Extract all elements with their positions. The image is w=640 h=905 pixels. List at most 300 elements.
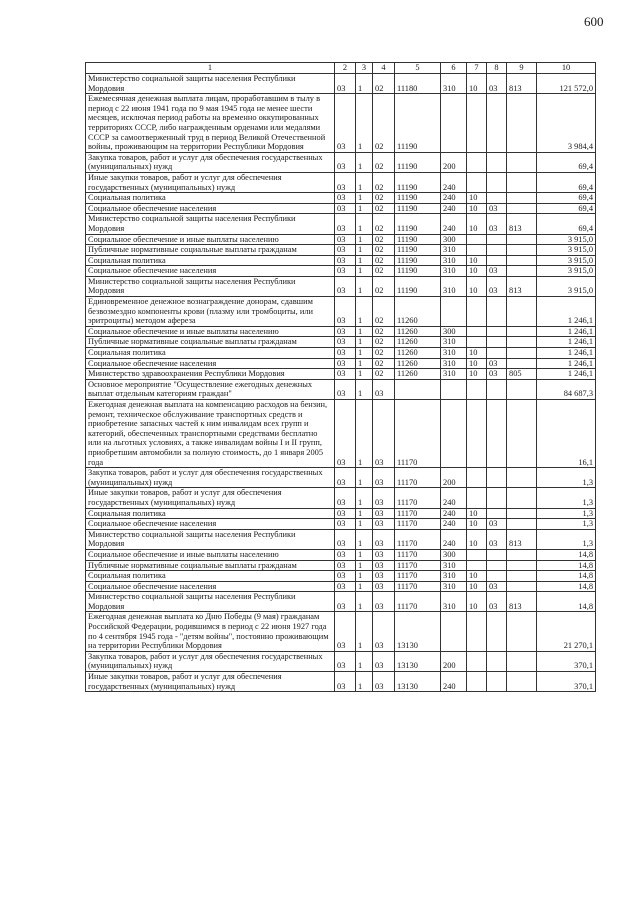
code-cell: 03	[335, 508, 356, 519]
code-cell: 805	[507, 369, 537, 380]
code-cell: 03	[335, 348, 356, 359]
code-cell: 1	[356, 400, 373, 468]
code-cell	[467, 488, 487, 508]
code-cell: 10	[467, 529, 487, 549]
code-cell	[507, 255, 537, 266]
code-cell: 02	[373, 276, 395, 296]
code-cell	[507, 245, 537, 256]
amount-cell: 1,3	[537, 468, 596, 488]
table-row	[86, 326, 596, 337]
code-cell: 310	[441, 560, 467, 571]
amount-cell: 3 915,0	[537, 266, 596, 277]
code-cell: 03	[335, 172, 356, 192]
code-cell: 11180	[395, 74, 441, 94]
row-name: Социальное обеспечение и иные выплаты населению	[86, 234, 335, 245]
row-name: Министерство социальной защиты населения Республики Мордовия	[86, 214, 335, 234]
row-name: Социальное обеспечение населения	[86, 266, 335, 277]
code-cell: 310	[441, 74, 467, 94]
code-cell: 03	[335, 255, 356, 266]
amount-cell: 1,3	[537, 519, 596, 530]
code-cell	[507, 152, 537, 172]
code-cell	[507, 348, 537, 359]
column-header: 9	[507, 63, 537, 74]
table-row	[86, 651, 596, 671]
code-cell	[507, 203, 537, 214]
code-cell: 11260	[395, 297, 441, 327]
code-cell: 11170	[395, 488, 441, 508]
code-cell: 11170	[395, 508, 441, 519]
code-cell: 1	[356, 297, 373, 327]
row-name: Социальное обеспечение населения	[86, 203, 335, 214]
amount-cell: 370,1	[537, 651, 596, 671]
code-cell	[467, 326, 487, 337]
code-cell: 10	[467, 592, 487, 612]
code-cell: 11190	[395, 266, 441, 277]
code-cell: 1	[356, 549, 373, 560]
code-cell: 240	[441, 193, 467, 204]
code-cell: 11190	[395, 214, 441, 234]
code-cell: 1	[356, 581, 373, 592]
code-cell: 03	[487, 592, 507, 612]
code-cell	[487, 94, 507, 153]
code-cell: 1	[356, 245, 373, 256]
code-cell	[467, 400, 487, 468]
code-cell	[441, 400, 467, 468]
code-cell	[487, 297, 507, 327]
code-cell: 11170	[395, 529, 441, 549]
amount-cell: 69,4	[537, 172, 596, 192]
code-cell: 03	[335, 74, 356, 94]
table-row	[86, 369, 596, 380]
table-row	[86, 400, 596, 468]
row-name: Публичные нормативные социальные выплаты гражданам	[86, 337, 335, 348]
code-cell: 1	[356, 592, 373, 612]
code-cell	[467, 152, 487, 172]
table-row	[86, 152, 596, 172]
code-cell: 03	[335, 152, 356, 172]
code-cell: 03	[335, 379, 356, 399]
code-cell: 03	[335, 549, 356, 560]
code-cell: 02	[373, 297, 395, 327]
code-cell: 02	[373, 245, 395, 256]
code-cell: 03	[373, 519, 395, 530]
table-row	[86, 581, 596, 592]
code-cell: 11170	[395, 519, 441, 530]
amount-cell: 14,8	[537, 592, 596, 612]
code-cell: 13130	[395, 612, 441, 651]
code-cell: 03	[487, 369, 507, 380]
code-cell: 300	[441, 234, 467, 245]
code-cell: 03	[373, 571, 395, 582]
code-cell: 02	[373, 326, 395, 337]
code-cell	[507, 400, 537, 468]
code-cell: 310	[441, 245, 467, 256]
table-row	[86, 612, 596, 651]
code-cell: 310	[441, 337, 467, 348]
table-row	[86, 488, 596, 508]
code-cell: 1	[356, 152, 373, 172]
row-name: Социальная политика	[86, 508, 335, 519]
code-cell: 02	[373, 74, 395, 94]
code-cell: 10	[467, 369, 487, 380]
amount-cell: 3 915,0	[537, 234, 596, 245]
code-cell: 03	[335, 358, 356, 369]
code-cell	[507, 337, 537, 348]
code-cell: 03	[373, 508, 395, 519]
code-cell: 03	[373, 379, 395, 399]
code-cell	[507, 193, 537, 204]
code-cell: 13130	[395, 651, 441, 671]
code-cell: 03	[335, 266, 356, 277]
table-row	[86, 529, 596, 549]
row-name: Закупка товаров, работ и услуг для обеспечения государственных (муниципальных) нужд	[86, 152, 335, 172]
table-row	[86, 203, 596, 214]
table-row	[86, 571, 596, 582]
code-cell	[467, 549, 487, 560]
code-cell: 813	[507, 276, 537, 296]
code-cell: 11170	[395, 400, 441, 468]
code-cell: 813	[507, 214, 537, 234]
code-cell: 03	[487, 358, 507, 369]
amount-cell: 21 270,1	[537, 612, 596, 651]
amount-cell: 14,8	[537, 571, 596, 582]
code-cell	[507, 508, 537, 519]
code-cell: 240	[441, 488, 467, 508]
code-cell: 03	[487, 276, 507, 296]
code-cell: 10	[467, 358, 487, 369]
page-number: 600	[584, 14, 604, 29]
code-cell: 02	[373, 214, 395, 234]
code-cell: 11190	[395, 193, 441, 204]
code-cell: 03	[335, 560, 356, 571]
code-cell	[467, 337, 487, 348]
amount-cell: 14,8	[537, 581, 596, 592]
table-row	[86, 172, 596, 192]
code-cell	[507, 672, 537, 692]
code-cell	[507, 612, 537, 651]
code-cell	[467, 612, 487, 651]
row-name: Социальное обеспечение и иные выплаты населению	[86, 326, 335, 337]
code-cell: 240	[441, 172, 467, 192]
code-cell: 11260	[395, 358, 441, 369]
code-cell: 240	[441, 203, 467, 214]
code-cell: 11190	[395, 276, 441, 296]
code-cell: 03	[335, 369, 356, 380]
code-cell: 03	[335, 193, 356, 204]
code-cell	[467, 379, 487, 399]
code-cell: 03	[335, 276, 356, 296]
code-cell: 310	[441, 348, 467, 359]
code-cell	[467, 468, 487, 488]
amount-cell: 1 246,1	[537, 358, 596, 369]
row-name: Иные закупки товаров, работ и услуг для обеспечения государственных (муниципальных) нужд	[86, 672, 335, 692]
code-cell	[507, 172, 537, 192]
table-row	[86, 508, 596, 519]
code-cell: 240	[441, 529, 467, 549]
code-cell: 813	[507, 592, 537, 612]
code-cell	[487, 245, 507, 256]
code-cell: 03	[373, 651, 395, 671]
code-cell: 1	[356, 571, 373, 582]
code-cell: 03	[487, 519, 507, 530]
code-cell: 11190	[395, 94, 441, 153]
column-header: 7	[467, 63, 487, 74]
code-cell	[441, 379, 467, 399]
code-cell: 1	[356, 379, 373, 399]
code-cell: 10	[467, 266, 487, 277]
row-name: Ежегодная денежная выплата ко Дню Победы (9 мая) гражданам Российской Федерации, родившимся в период с 22 июня 1927 года по 4 сентября 1945 года - "детям войны", постоянно проживающим на территории Республики Мордовия	[86, 612, 335, 651]
row-name: Иные закупки товаров, работ и услуг для обеспечения государственных (муниципальных) нужд	[86, 488, 335, 508]
code-cell: 03	[335, 468, 356, 488]
code-cell: 11170	[395, 581, 441, 592]
code-cell	[507, 581, 537, 592]
table-row	[86, 560, 596, 571]
table-row	[86, 74, 596, 94]
code-cell: 1	[356, 672, 373, 692]
amount-cell: 121 572,0	[537, 74, 596, 94]
code-cell: 1	[356, 348, 373, 359]
code-cell: 10	[467, 581, 487, 592]
code-cell: 200	[441, 651, 467, 671]
code-cell	[507, 358, 537, 369]
code-cell: 10	[467, 571, 487, 582]
table-row	[86, 358, 596, 369]
row-name: Закупка товаров, работ и услуг для обеспечения государственных (муниципальных) нужд	[86, 468, 335, 488]
table-row	[86, 214, 596, 234]
code-cell: 10	[467, 193, 487, 204]
code-cell	[487, 549, 507, 560]
amount-cell: 3 915,0	[537, 245, 596, 256]
code-cell	[507, 326, 537, 337]
amount-cell: 16,1	[537, 400, 596, 468]
code-cell	[467, 560, 487, 571]
row-name: Социальная политика	[86, 255, 335, 266]
code-cell	[467, 172, 487, 192]
amount-cell: 1 246,1	[537, 348, 596, 359]
code-cell	[507, 488, 537, 508]
code-cell: 02	[373, 193, 395, 204]
amount-cell: 1,3	[537, 508, 596, 519]
row-name: Социальная политика	[86, 348, 335, 359]
code-cell: 1	[356, 560, 373, 571]
code-cell: 03	[487, 214, 507, 234]
code-cell: 1	[356, 193, 373, 204]
code-cell: 03	[335, 326, 356, 337]
row-name: Социальная политика	[86, 571, 335, 582]
column-header: 2	[335, 63, 356, 74]
code-cell: 11260	[395, 369, 441, 380]
code-cell: 03	[335, 529, 356, 549]
column-header: 5	[395, 63, 441, 74]
amount-cell: 370,1	[537, 672, 596, 692]
row-name: Социальное обеспечение населения	[86, 519, 335, 530]
amount-cell: 84 687,3	[537, 379, 596, 399]
code-cell	[487, 672, 507, 692]
code-cell	[507, 234, 537, 245]
code-cell: 03	[373, 529, 395, 549]
code-cell: 03	[335, 612, 356, 651]
code-cell: 10	[467, 214, 487, 234]
amount-cell: 1 246,1	[537, 297, 596, 327]
table-row	[86, 672, 596, 692]
table-row	[86, 234, 596, 245]
code-cell	[467, 651, 487, 671]
row-name: Социальное обеспечение и иные выплаты населению	[86, 549, 335, 560]
code-cell	[507, 297, 537, 327]
code-cell	[395, 379, 441, 399]
code-cell: 03	[335, 651, 356, 671]
code-cell: 03	[373, 468, 395, 488]
code-cell: 1	[356, 337, 373, 348]
code-cell	[487, 193, 507, 204]
code-cell: 1	[356, 234, 373, 245]
row-name: Публичные нормативные социальные выплаты гражданам	[86, 245, 335, 256]
code-cell	[487, 468, 507, 488]
column-header: 10	[537, 63, 596, 74]
code-cell: 03	[335, 214, 356, 234]
amount-cell: 1 246,1	[537, 326, 596, 337]
code-cell: 11190	[395, 245, 441, 256]
code-cell	[507, 94, 537, 153]
code-cell: 310	[441, 571, 467, 582]
code-cell: 03	[373, 400, 395, 468]
code-cell: 03	[335, 337, 356, 348]
code-cell: 03	[487, 581, 507, 592]
code-cell: 1	[356, 358, 373, 369]
code-cell: 02	[373, 337, 395, 348]
table-row	[86, 255, 596, 266]
code-cell: 240	[441, 214, 467, 234]
amount-cell: 14,8	[537, 549, 596, 560]
code-cell: 02	[373, 172, 395, 192]
row-name: Закупка товаров, работ и услуг для обеспечения государственных (муниципальных) нужд	[86, 651, 335, 671]
code-cell: 11190	[395, 255, 441, 266]
code-cell: 02	[373, 234, 395, 245]
code-cell: 300	[441, 326, 467, 337]
code-cell: 11190	[395, 172, 441, 192]
code-cell: 03	[487, 529, 507, 549]
amount-cell: 3 915,0	[537, 255, 596, 266]
code-cell: 03	[335, 245, 356, 256]
code-cell: 03	[373, 592, 395, 612]
table-row	[86, 276, 596, 296]
table-row	[86, 337, 596, 348]
amount-cell: 3 984,4	[537, 94, 596, 153]
code-cell: 03	[487, 203, 507, 214]
code-cell: 813	[507, 529, 537, 549]
code-cell: 1	[356, 214, 373, 234]
code-cell: 200	[441, 468, 467, 488]
code-cell	[441, 612, 467, 651]
code-cell	[487, 560, 507, 571]
row-name: Социальное обеспечение населения	[86, 358, 335, 369]
table-row	[86, 592, 596, 612]
code-cell: 300	[441, 549, 467, 560]
code-cell: 02	[373, 203, 395, 214]
amount-cell: 1,3	[537, 529, 596, 549]
code-cell: 11170	[395, 571, 441, 582]
amount-cell: 69,4	[537, 152, 596, 172]
column-header: 6	[441, 63, 467, 74]
table-row	[86, 468, 596, 488]
code-cell: 1	[356, 519, 373, 530]
amount-cell: 3 915,0	[537, 276, 596, 296]
code-cell: 10	[467, 203, 487, 214]
code-cell: 310	[441, 255, 467, 266]
code-cell	[467, 297, 487, 327]
column-header: 1	[86, 63, 335, 74]
code-cell	[467, 672, 487, 692]
amount-cell: 69,4	[537, 214, 596, 234]
code-cell: 03	[335, 672, 356, 692]
code-cell	[507, 560, 537, 571]
code-cell: 02	[373, 369, 395, 380]
code-cell	[487, 508, 507, 519]
code-cell: 10	[467, 508, 487, 519]
code-cell	[507, 651, 537, 671]
code-cell: 10	[467, 276, 487, 296]
code-cell: 11190	[395, 234, 441, 245]
table-row	[86, 549, 596, 560]
code-cell: 1	[356, 172, 373, 192]
code-cell: 03	[335, 581, 356, 592]
code-cell: 03	[373, 672, 395, 692]
code-cell: 240	[441, 672, 467, 692]
code-cell: 03	[335, 234, 356, 245]
code-cell	[507, 379, 537, 399]
row-name: Ежегодная денежная выплата на компенсацию расходов на бензин, ремонт, техническое обслуживание транспортных средств и приобретение запасных частей к ним инвалидам всех групп и категорий, обеспеченных транспортными средствами бесплатно или на льготных условиях, а также инвалидам войны I и II групп, приобретшим автомобили за полную стоимость, до 1 января 2005 года	[86, 400, 335, 468]
budget-table	[85, 62, 596, 692]
code-cell: 1	[356, 529, 373, 549]
table-row	[86, 519, 596, 530]
code-cell: 1	[356, 369, 373, 380]
row-name: Социальная политика	[86, 193, 335, 204]
code-cell: 1	[356, 203, 373, 214]
code-cell: 1	[356, 326, 373, 337]
code-cell: 02	[373, 94, 395, 153]
amount-cell: 69,4	[537, 193, 596, 204]
table-row	[86, 266, 596, 277]
table-row	[86, 297, 596, 327]
code-cell: 1	[356, 255, 373, 266]
code-cell: 240	[441, 519, 467, 530]
code-cell	[487, 234, 507, 245]
code-cell: 10	[467, 74, 487, 94]
row-name: Министерство социальной защиты населения Республики Мордовия	[86, 276, 335, 296]
code-cell: 03	[373, 581, 395, 592]
amount-cell: 1 246,1	[537, 337, 596, 348]
row-name: Социальное обеспечение населения	[86, 581, 335, 592]
amount-cell: 1,3	[537, 488, 596, 508]
code-cell	[467, 245, 487, 256]
amount-cell: 69,4	[537, 203, 596, 214]
code-cell: 310	[441, 276, 467, 296]
code-cell: 03	[335, 488, 356, 508]
code-cell: 1	[356, 276, 373, 296]
code-cell	[487, 255, 507, 266]
row-name: Ежемесячная денежная выплата лицам, проработавшим в тылу в период с 22 июня 1941 года по 9 мая 1945 года не менее шести месяцев, исключая период работы на временно оккупированных территориях СССР, либо награжденным орденами или медалями СССР за самоотверженный труд в период Великой Отечественной войны, проживающим на территории Республики Мордовия	[86, 94, 335, 153]
row-name: Основное мероприятие "Осуществление ежегодных денежных выплат отдельным категориям граждан"	[86, 379, 335, 399]
code-cell: 03	[373, 612, 395, 651]
code-cell	[467, 234, 487, 245]
code-cell: 1	[356, 488, 373, 508]
row-name: Министерство здравоохранения Республики Мордовия	[86, 369, 335, 380]
code-cell: 813	[507, 74, 537, 94]
code-cell: 03	[373, 488, 395, 508]
code-cell: 02	[373, 266, 395, 277]
code-cell: 10	[467, 519, 487, 530]
code-cell	[441, 297, 467, 327]
